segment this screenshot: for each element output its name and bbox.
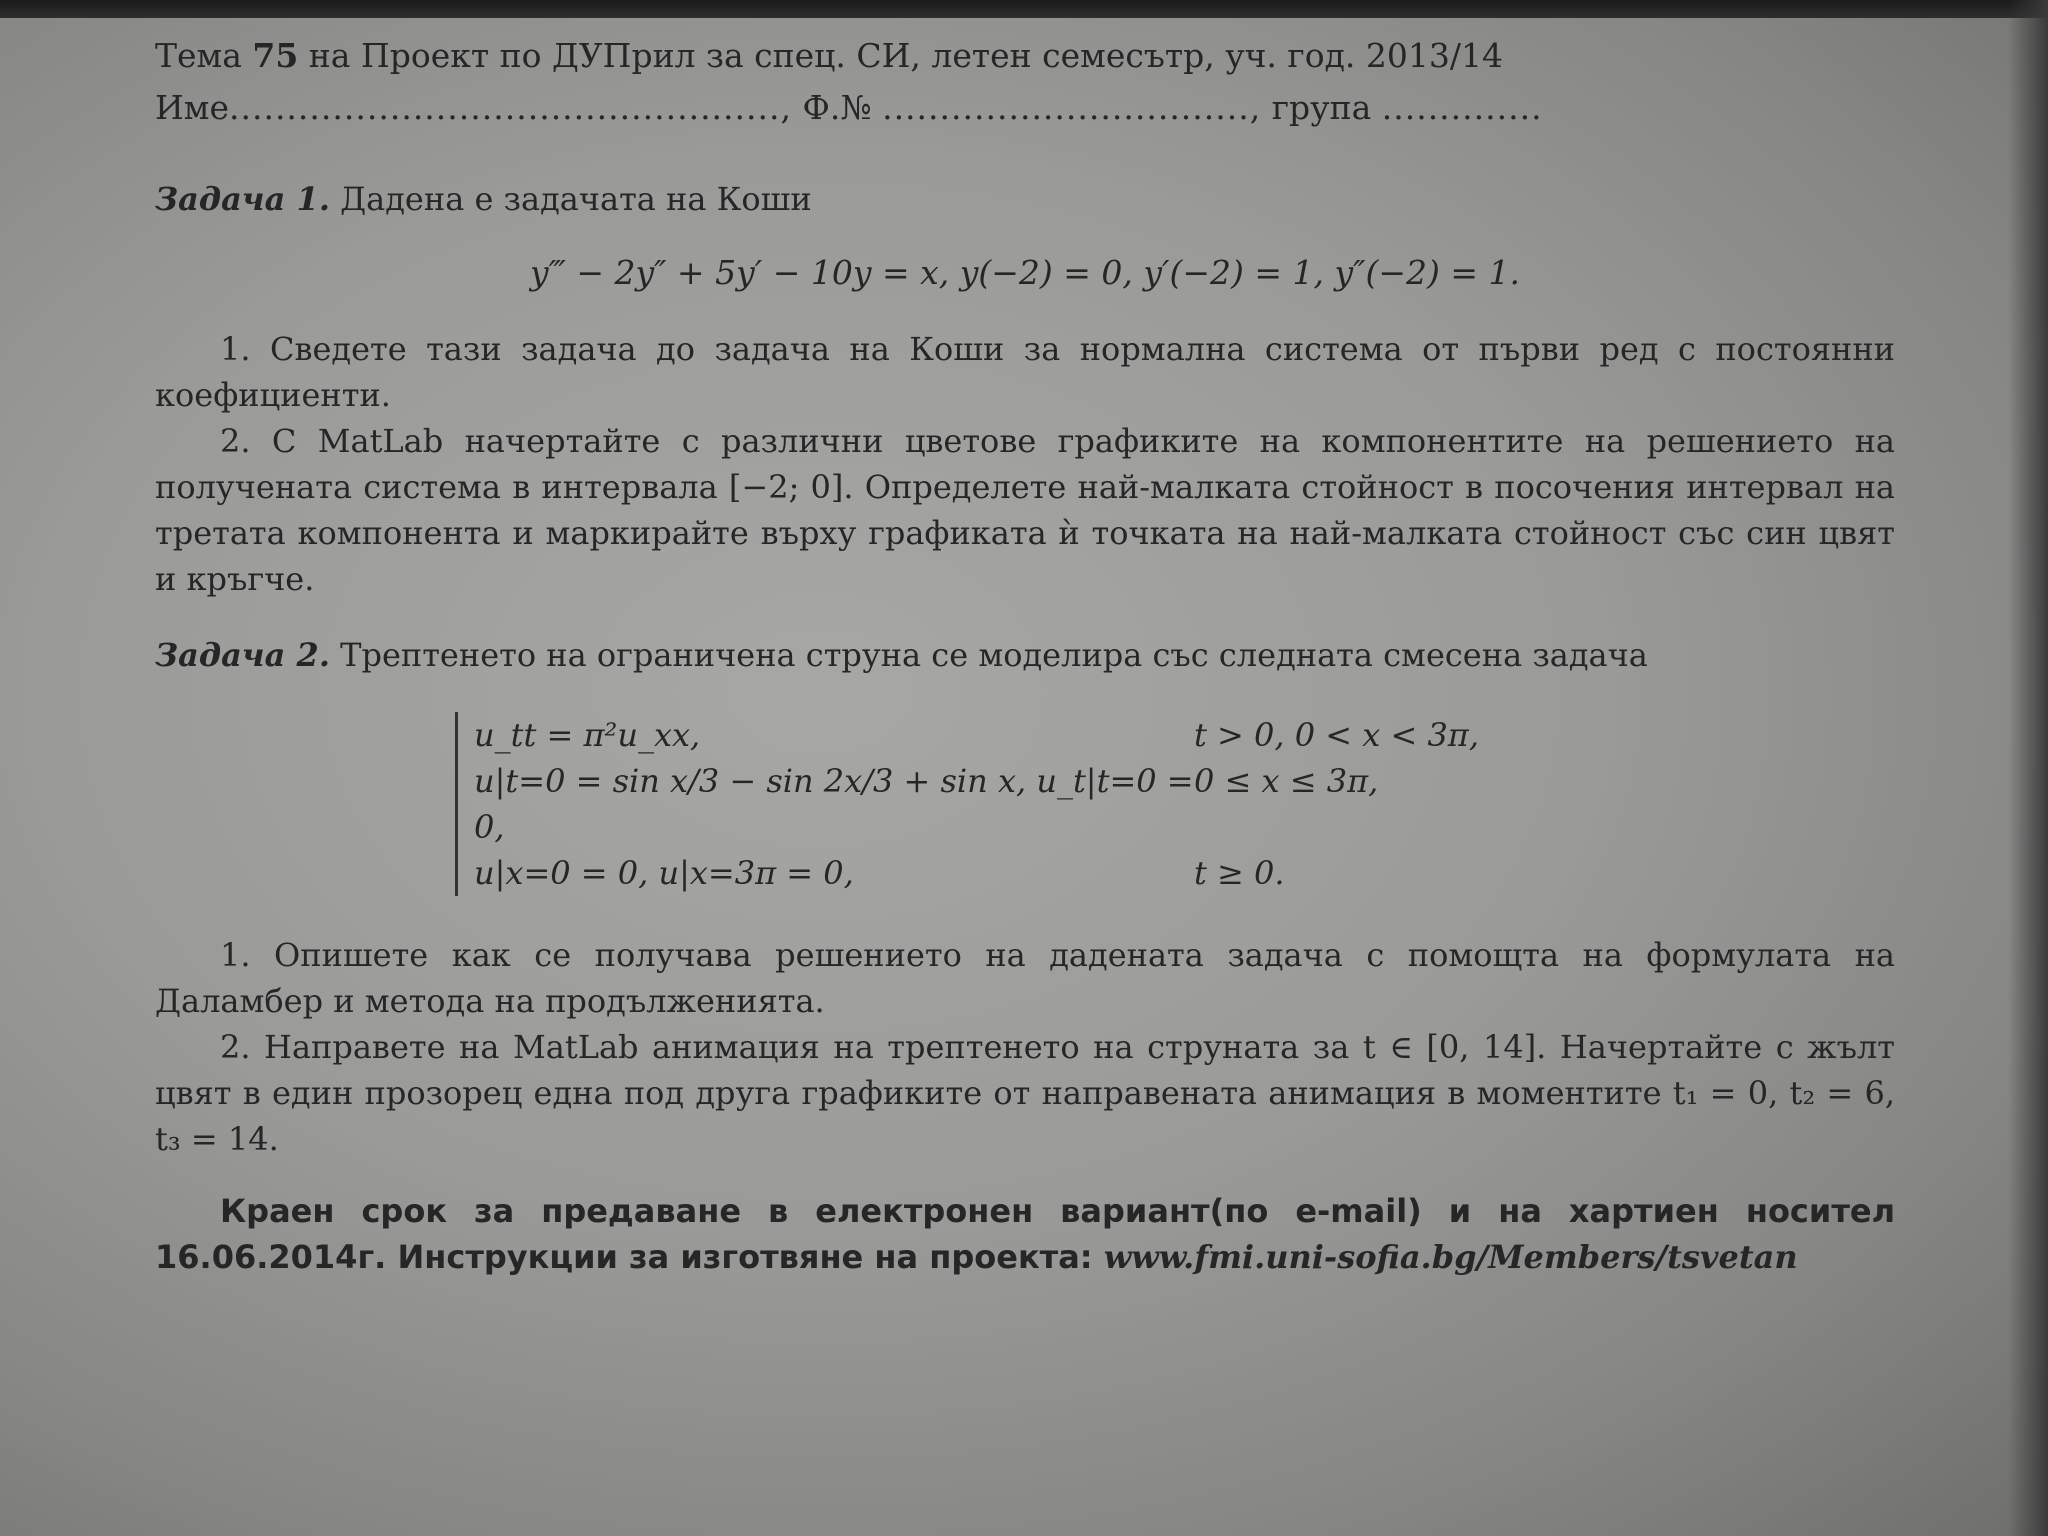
task-1-equation: y‴ − 2y″ + 5y′ − 10y = x, y(−2) = 0, y′(−2) = 1, y″(−2) = 1.	[530, 253, 1520, 292]
task-2-heading	[155, 632, 1895, 678]
task-2-item-2: 2. Направете на MatLab анимация на трептенето на струната за t ∈ [0, 14]. Начертайте с жълт цвят в един прозорец една под друга графиките от направената анимация в моментите t₁ = 0, t₂ = 6, t₃ = 14.	[155, 1028, 1895, 1158]
wave-equation: u_tt = π²u_xx,	[474, 716, 701, 754]
faculty-number-label: Ф.№	[791, 88, 883, 127]
task-2	[155, 632, 1895, 1162]
task-2-intro: Трептенето на ограничена струна се моделира със следната смесена задача	[329, 636, 1648, 674]
task-2-title: Задача 2.	[155, 636, 330, 674]
task-2-item-1: 1. Опишете как се получава решението на дадената задача с помощта на формулата на Даламбер и метода на продълженията.	[155, 936, 1895, 1020]
wave-equation-domain: t > 0, 0 < x < 3π,	[1194, 716, 1479, 754]
topic-number: 75	[252, 36, 299, 75]
deadline-note	[155, 1188, 1895, 1280]
pde-system	[455, 712, 1895, 896]
group-label: група	[1261, 88, 1382, 127]
task-1-intro: Дадена е задачата на Коши	[329, 180, 812, 218]
pde-row-2	[474, 758, 1895, 850]
boundary-conditions-domain: t ≥ 0.	[1194, 854, 1285, 892]
task-1	[155, 176, 1895, 602]
task-1-heading	[155, 176, 1895, 222]
instructions-url: www.fmi.uni-sofia.bg/Members/tsvetan	[1103, 1238, 1798, 1276]
dark-background-edge	[0, 0, 2048, 18]
boundary-conditions: u|x=0 = 0, u|x=3π = 0,	[474, 854, 854, 892]
task-1-item-2: 2. С MatLab начертайте с различни цветове графиките на компонентите на решението на получената система в интервала [−2; 0]. Определете най-малката стойност в посочения интервал на третата компонента и маркирайте върху графиката ѝ точката на най-малката стойност със син цвят и кръгче.	[155, 422, 1895, 598]
name-field: ................................................,	[228, 88, 792, 127]
paper-shadow-edge	[2008, 0, 2048, 1536]
document-body	[155, 30, 1895, 1280]
task-1-title: Задача 1.	[155, 180, 330, 218]
task-1-item-1: 1. Сведете тази задача до задача на Коши за нормална система от първи ред с постоянни коефициенти.	[155, 330, 1895, 414]
initial-conditions: u|t=0 = sin x/3 − sin 2x/3 + sin x, u_t|t=0 = 0,	[474, 762, 1194, 846]
header-line-1: Тема 75 на Проект по ДУПрил за спец. СИ, летен семесътр, уч. год. 2013/14	[155, 36, 1503, 75]
header-line-2	[155, 82, 1895, 134]
deadline-text: Краен срок за предаване в електронен вариант(по e-mail) и на хартиен носител 16.06.2014г. Инструкции за изготвяне на проекта:	[155, 1192, 1895, 1276]
pde-row-3	[474, 850, 1895, 896]
group-field: ..............	[1381, 88, 1543, 127]
initial-conditions-domain: 0 ≤ x ≤ 3π,	[1194, 762, 1379, 800]
faculty-number-field: ................................,	[882, 88, 1262, 127]
name-label: Име	[155, 88, 229, 127]
pde-row-1	[474, 712, 1895, 758]
